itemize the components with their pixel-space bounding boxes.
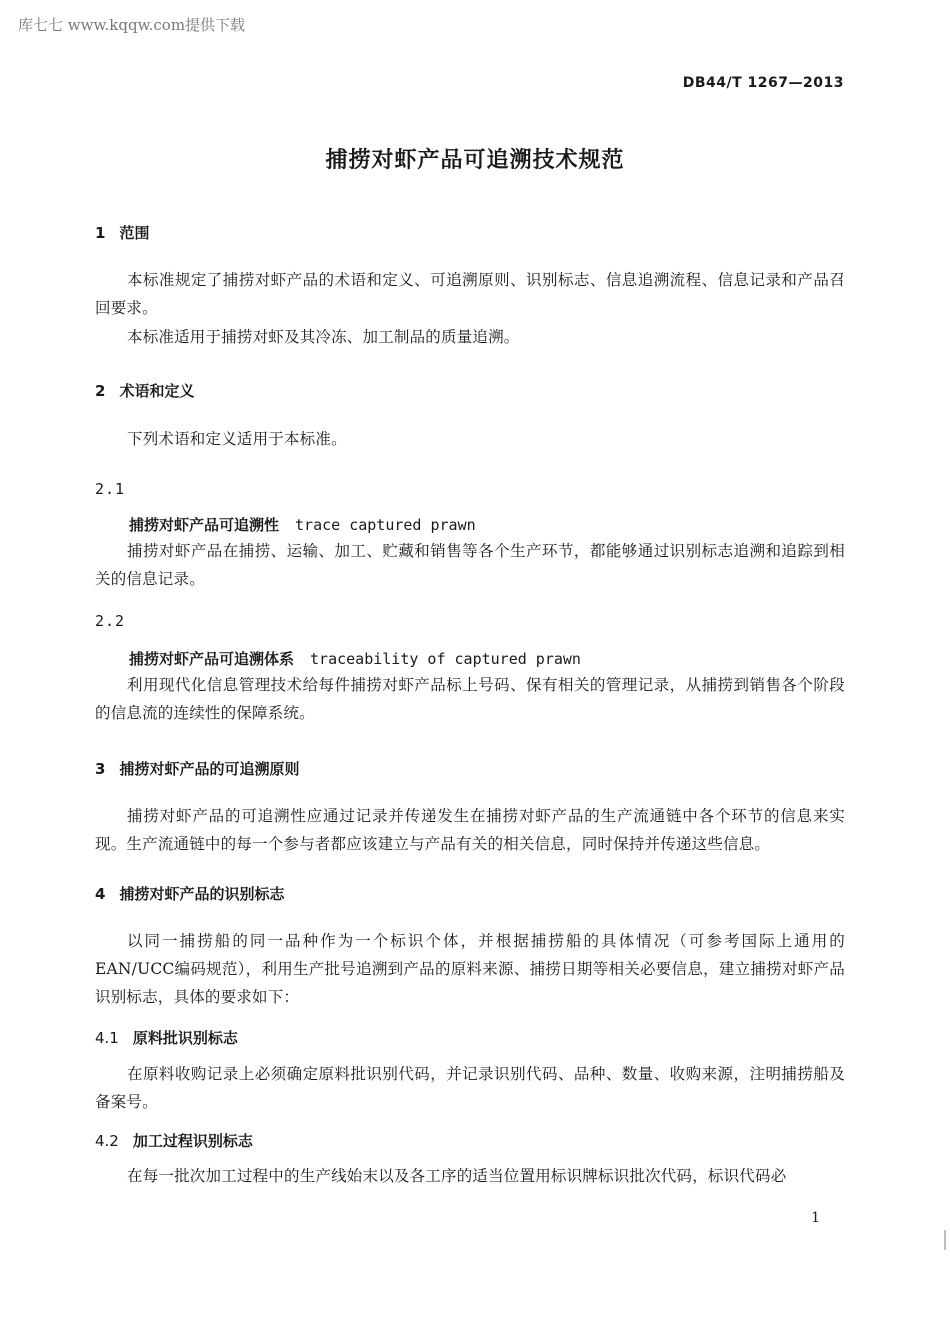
subsection-number: 4.1	[95, 1029, 119, 1047]
subsection-number: 4.2	[95, 1132, 119, 1150]
section-3-heading	[95, 758, 299, 779]
watermark-text: 库七七 www.kqqw.com提供下载	[18, 16, 246, 34]
term-2-1	[129, 514, 476, 535]
term-2-1-definition: 捕捞对虾产品在捕捞、运输、加工、贮藏和销售等各个生产环节，都能够通过识别标志追溯和追踪到相关的信息记录。	[95, 542, 845, 588]
section-number: 1	[95, 224, 106, 242]
subsection-4-1-paragraph: 在原料收购记录上必须确定原料批识别代码，并记录识别代码、品种、数量、收购来源，注明捕捞船及备案号。	[95, 1065, 845, 1111]
section-2-heading	[95, 380, 194, 401]
scan-edge-mark	[944, 1230, 946, 1250]
section-4-paragraph-1: 以同一捕捞船的同一品种作为一个标识个体，并根据捕捞船的具体情况（可参考国际上通用的EAN/UCC编码规范），利用生产批号追溯到产品的原料来源、捕捞日期等相关必要信息，建立捕捞对虾产品识别标志，具体的要求如下：	[95, 932, 845, 1006]
document-title: 捕捞对虾产品可追溯技术规范	[325, 148, 625, 173]
term-cn: 捕捞对虾产品可追溯体系	[129, 650, 295, 668]
section-1-paragraph-1: 本标准规定了捕捞对虾产品的术语和定义、可追溯原则、识别标志、信息追溯流程、信息记录和产品召回要求。	[95, 271, 845, 317]
subsection-2-2-number: 2.2	[95, 612, 126, 630]
section-4-heading	[95, 883, 284, 904]
term-en: traceability of captured prawn	[310, 650, 581, 668]
section-1-heading	[95, 222, 149, 243]
subsection-4-2-paragraph: 在每一批次加工过程中的生产线始末以及各工序的适当位置用标识牌标识批次代码，标识代码必	[127, 1167, 787, 1185]
term-2-2-definition: 利用现代化信息管理技术给每件捕捞对虾产品标上号码、保有相关的管理记录，从捕捞到销售各个阶段的信息流的连续性的保障系统。	[95, 676, 845, 722]
section-title: 范围	[119, 224, 150, 242]
subsection-title: 加工过程识别标志	[132, 1132, 253, 1150]
term-en: trace captured prawn	[295, 516, 476, 534]
section-title: 捕捞对虾产品的识别标志	[119, 885, 285, 903]
page-number: 1	[811, 1210, 820, 1226]
section-3-paragraph-1: 捕捞对虾产品的可追溯性应通过记录并传递发生在捕捞对虾产品的生产流通链中各个环节的信息来实现。生产流通链中的每一个参与者都应该建立与产品有关的相关信息，同时保持并传递这些信息。	[95, 807, 845, 853]
subsection-2-1-number: 2.1	[95, 480, 126, 498]
section-number: 3	[95, 760, 106, 778]
standard-code: DB44/T 1267—2013	[682, 75, 844, 91]
section-title: 术语和定义	[119, 382, 195, 400]
section-number: 2	[95, 382, 106, 400]
section-1-paragraph-2: 本标准适用于捕捞对虾及其冷冻、加工制品的质量追溯。	[127, 328, 520, 346]
section-title: 捕捞对虾产品的可追溯原则	[119, 760, 300, 778]
subsection-4-1-heading	[95, 1027, 238, 1048]
section-number: 4	[95, 885, 106, 903]
subsection-4-2-heading	[95, 1130, 253, 1151]
section-2-paragraph-1: 下列术语和定义适用于本标准。	[127, 430, 347, 448]
term-cn: 捕捞对虾产品可追溯性	[129, 516, 280, 534]
subsection-title: 原料批识别标志	[132, 1029, 238, 1047]
term-2-2	[129, 648, 581, 669]
